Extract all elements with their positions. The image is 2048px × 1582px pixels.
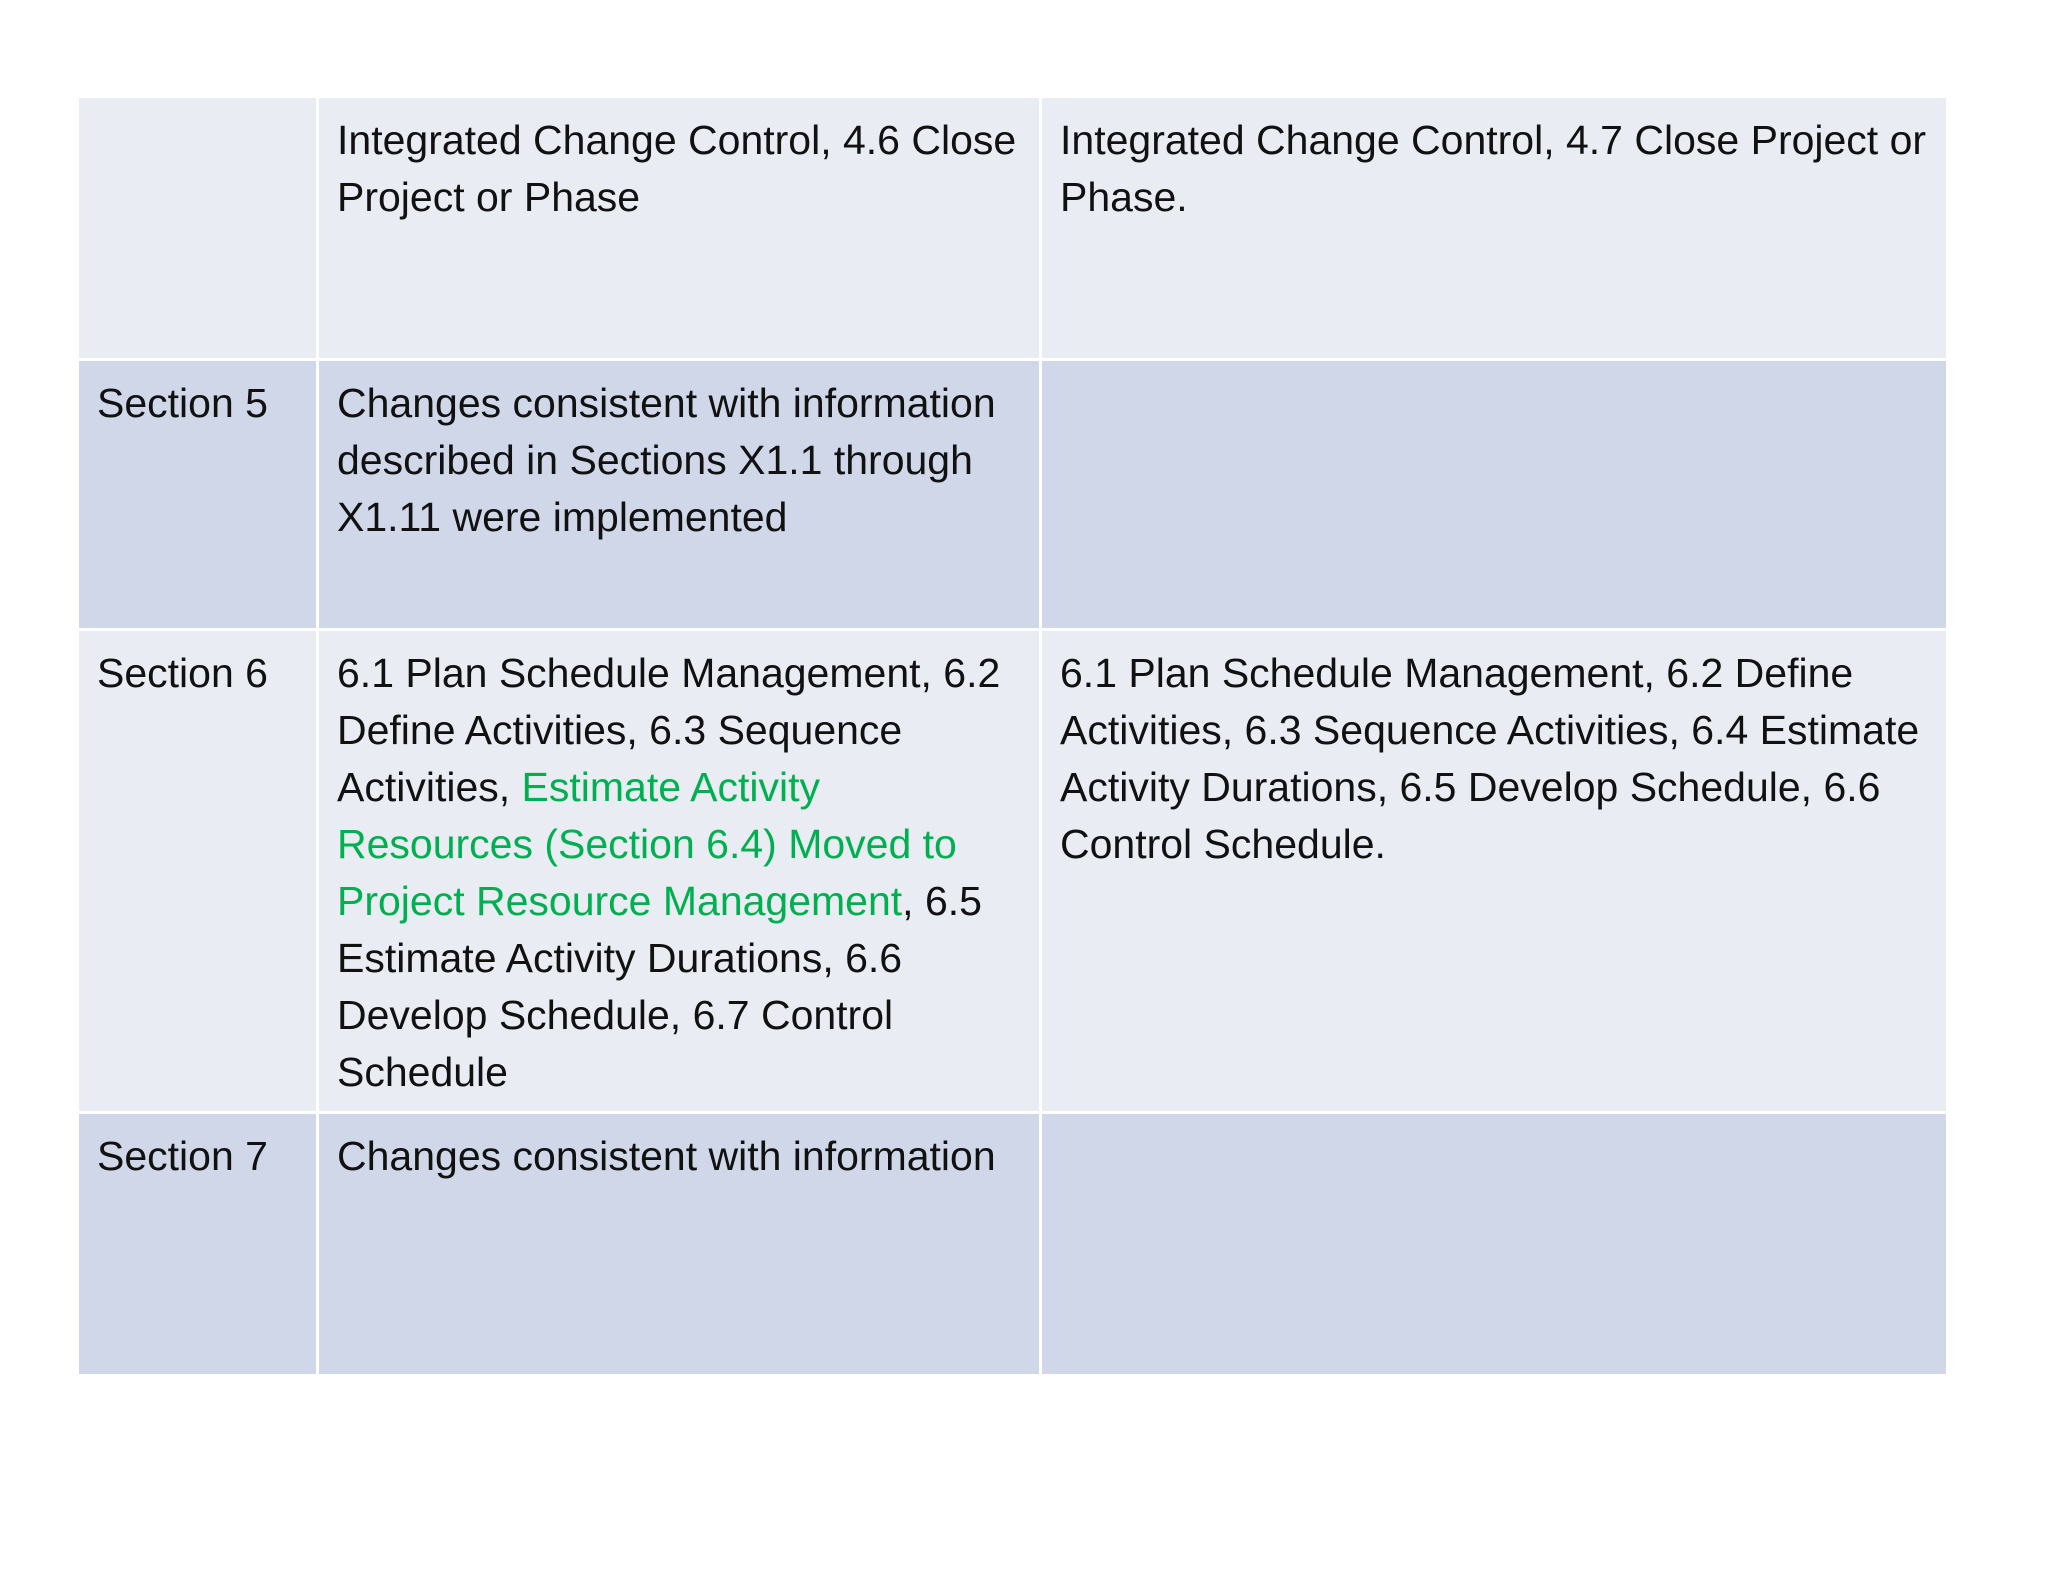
- table-row: [78, 1113, 1948, 1376]
- cell-text: 6.1 Plan Schedule Management, 6.2 Define Activities, 6.3 Sequence Activities,: [337, 650, 1001, 810]
- previous-edition-cell: Changes consistent with information: [318, 1113, 1041, 1376]
- table-row: [78, 360, 1948, 630]
- highlighted-change-text: Estimate Activity Resources (Section 6.4) Moved to Project Resource Management: [337, 764, 957, 924]
- row-label-cell: Section 5: [78, 360, 318, 630]
- current-edition-cell: [1041, 360, 1948, 630]
- table-row: [78, 97, 1948, 360]
- current-edition-cell: Integrated Change Control, 4.7 Close Project or Phase.: [1041, 97, 1948, 360]
- cell-text: , 6.5 Estimate Activity Durations, 6.6 Develop Schedule, 6.7 Control Schedule: [337, 878, 982, 1095]
- previous-edition-cell: [318, 630, 1041, 1113]
- previous-edition-cell: Changes consistent with information described in Sections X1.1 through X1.11 were implemented: [318, 360, 1041, 630]
- row-label-cell: Section 6: [78, 630, 318, 1113]
- row-label-cell: [78, 97, 318, 360]
- current-edition-cell: 6.1 Plan Schedule Management, 6.2 Define Activities, 6.3 Sequence Activities, 6.4 Estimate Activity Durations, 6.5 Develop Schedule, 6.6 Control Schedule.: [1041, 630, 1948, 1113]
- row-label-cell: Section 7: [78, 1113, 318, 1376]
- table-row: [78, 630, 1948, 1113]
- comparison-table: [76, 95, 1949, 1377]
- current-edition-cell: [1041, 1113, 1948, 1376]
- previous-edition-cell: Integrated Change Control, 4.6 Close Project or Phase: [318, 97, 1041, 360]
